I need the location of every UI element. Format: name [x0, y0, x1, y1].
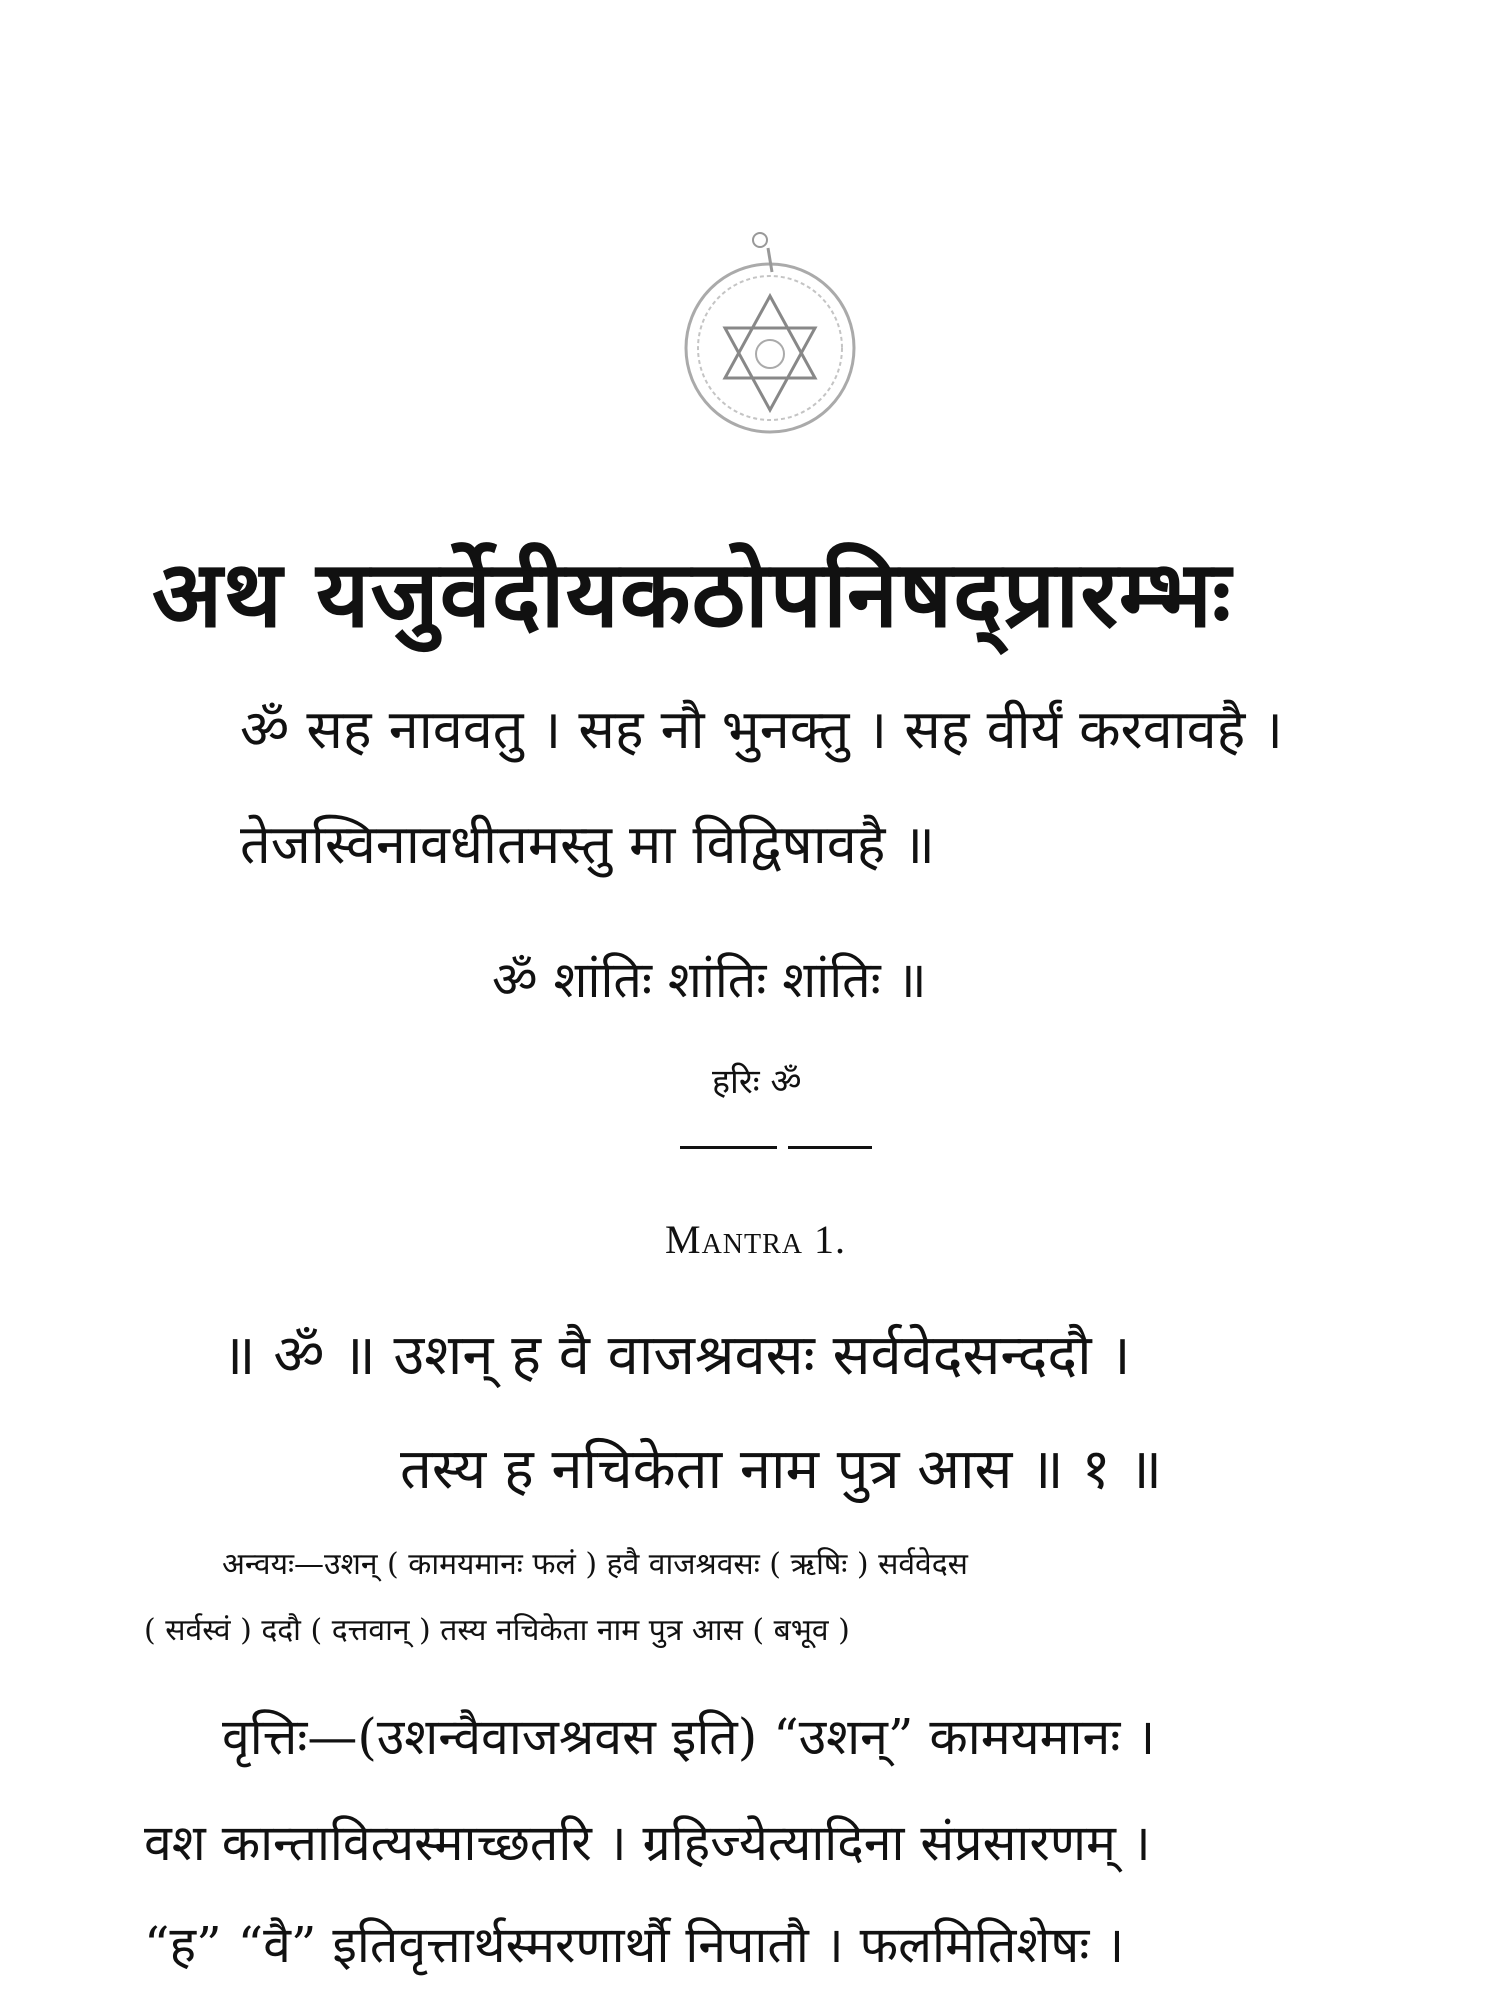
anvaya-line-1: अन्वयः—उशन् ( कामयमानः फलं ) हवै वाजश्रवसः ( ऋषिः ) सर्ववेदस [222, 1547, 968, 1582]
vritti-line-3: “ह” “वै” इतिवृत्तार्थस्मरणार्थौ निपातौ । फलमितिशेषः । [144, 1916, 1125, 1974]
divider-rule-left [680, 1146, 777, 1149]
shanti-line: ॐ शांतिः शांतिः शांतिः ॥ [492, 951, 927, 1009]
anvaya-line-2: ( सर्वस्वं ) ददौ ( दत्तवान् ) तस्य नचिकेता नाम पुत्र आस ( बभूव ) [144, 1613, 850, 1648]
invocation-line-2: तेजस्विनावधीतमस्तु मा विद्विषावहै ॥ [240, 813, 935, 876]
vritti-line-2: वश कान्तावित्यस्माच्छतरि । ग्रहिज्येत्यादिना संप्रसारणम् । [144, 1814, 1151, 1872]
divider-rule-right [788, 1146, 872, 1149]
verse-line-2: तस्य ह नचिकेता नाम पुत्र आस ॥ १ ॥ [400, 1437, 1162, 1502]
hari-om-line: हरिः ॐ [712, 1062, 802, 1102]
seal-emblem [680, 200, 860, 480]
page-title: अथ यजुर्वेदीयकठोपनिषद्प्रारम्भः [152, 540, 1232, 648]
vritti-line-1: वृत्तिः—(उशन्वैवाजश्रवस इति) “उशन्” कामयमानः । [222, 1708, 1156, 1766]
verse-line-1: ॥ ॐ ॥ उशन् ह वै वाजश्रवसः सर्ववेदसन्ददौ । [222, 1323, 1131, 1388]
mantra-heading: Mantra 1. [665, 1217, 847, 1262]
invocation-line-1: ॐ सह नाववतु । सह नौ भुनक्तु । सह वीर्यं करवावहै । [240, 698, 1283, 761]
